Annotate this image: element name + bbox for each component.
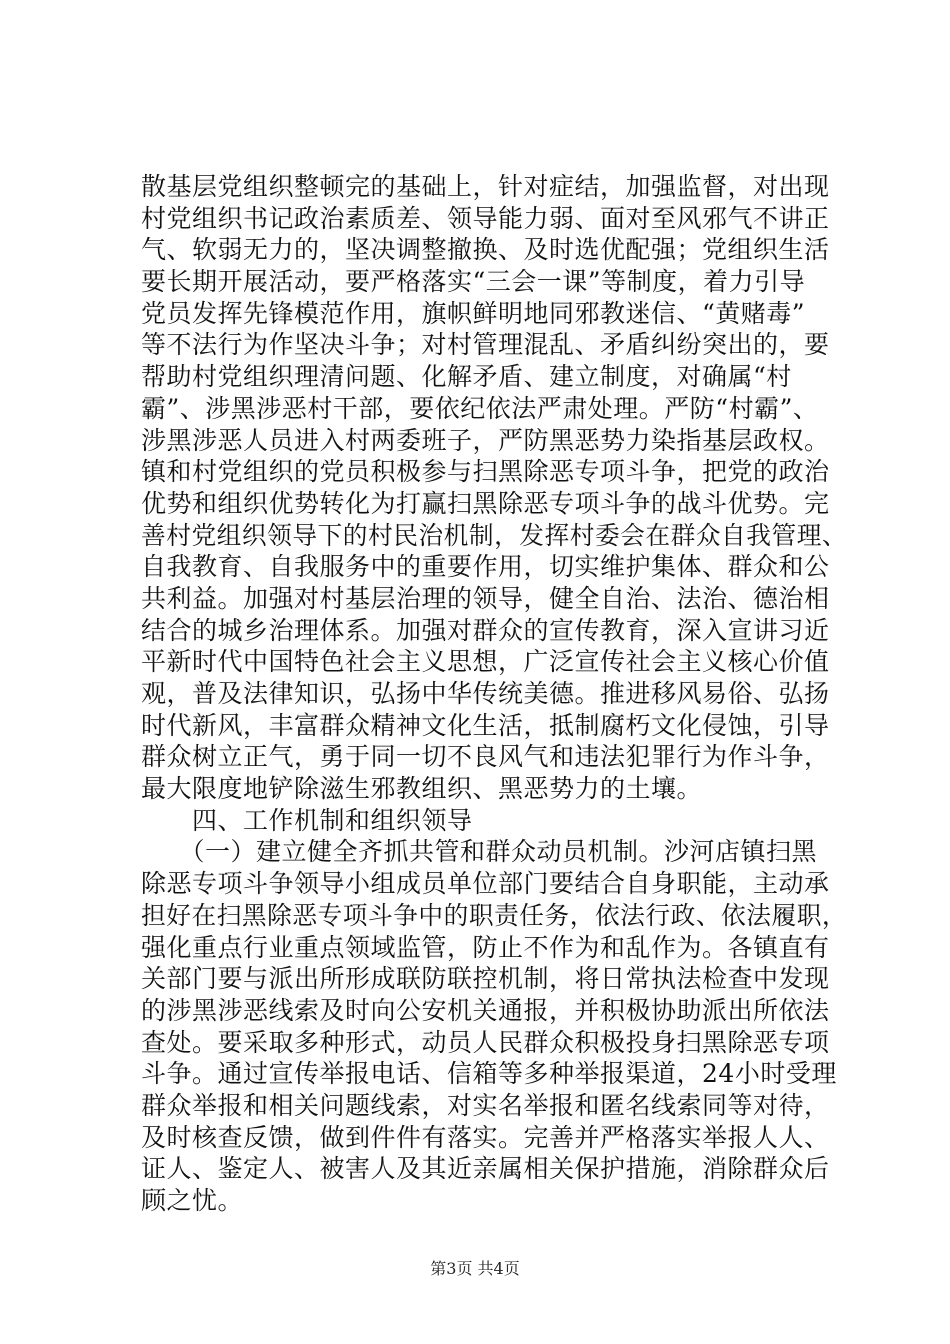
page-footer: 第3页 共4页: [430, 1259, 520, 1278]
text-line: 气、软弱无力的，坚决调整撤换、及时选优配强；党组织生活: [141, 235, 830, 265]
text-line: 除恶专项斗争领导小组成员单位部门要结合自身职能，主动承: [141, 869, 830, 899]
text-line: 散基层党组织整顿完的基础上，针对症结，加强监督，对出现: [141, 172, 830, 201]
text-line: 顾之忧。: [141, 1186, 244, 1215]
text-line: 最大限度地铲除滋生邪教组织、黑恶势力的土壤。: [141, 774, 703, 804]
text-line: 观，普及法律知识，弘扬中华传统美德。推进移风易俗、弘扬: [141, 679, 830, 708]
text-line: 证人、鉴定人、被害人及其近亲属相关保护措施，消除群众后: [141, 1154, 830, 1184]
text-line: 及时核查反馈，做到件件有落实。完善并严格落实举报人人、: [141, 1122, 830, 1152]
text-line: 的涉黑涉恶线索及时向公安机关通报，并积极协助派出所依法: [141, 995, 830, 1025]
text-line: 共利益。加强对村基层治理的领导，健全自治、法治、德治相: [141, 583, 830, 613]
text-line: 查处。要采取多种形式，动员人民群众积极投身扫黑除恶专项: [141, 1027, 830, 1057]
text-line: 党员发挥先锋模范作用，旗帜鲜明地同邪教迷信、“黄赌毒”: [141, 298, 806, 328]
text-line: 斗争。通过宣传举报电话、信箱等多种举报渠道，24小时受理: [141, 1059, 837, 1089]
text-line: 四、工作机制和组织领导: [141, 805, 473, 835]
text-line: 霸”、涉黑涉恶村干部，要依纪依法严肃处理。严防“村霸”、: [141, 393, 819, 423]
text-line: 自我教育、自我服务中的重要作用，切实维护集体、群众和公: [141, 552, 830, 582]
text-line: 涉黑涉恶人员进入村两委班子，严防黑恶势力染指基层政权。: [141, 425, 830, 455]
text-line: 帮助村党组织理清问题、化解矛盾、建立制度，对确属“村: [141, 362, 792, 392]
text-line: 担好在扫黑除恶专项斗争中的职责任务，依法行政、依法履职，: [141, 900, 848, 930]
body-text: [141, 171, 848, 1217]
text-line: 等不法行为作坚决斗争；对村管理混乱、矛盾纠纷突出的，要: [141, 330, 830, 360]
text-line: （一）建立健全齐抓共管和群众动员机制。沙河店镇扫黑: [141, 837, 818, 867]
text-line: 强化重点行业重点领域监管，防止不作为和乱作为。各镇直有: [141, 932, 830, 962]
text-line: 要长期开展活动，要严格落实“三会一课”等制度，着力引导: [141, 267, 806, 297]
text-line: 优势和组织优势转化为打赢扫黑除恶专项斗争的战斗优势。完: [141, 488, 830, 518]
text-line: 关部门要与派出所形成联防联控机制，将日常执法检查中发现: [141, 964, 830, 994]
text-line: 平新时代中国特色社会主义思想，广泛宣传社会主义核心价值: [141, 647, 830, 677]
text-line: 时代新风，丰富群众精神文化生活，抵制腐朽文化侵蚀，引导: [141, 710, 830, 740]
text-line: 镇和村党组织的党员积极参与扫黑除恶专项斗争，把党的政治: [141, 457, 830, 487]
text-line: 群众树立正气，勇于同一切不良风气和违法犯罪行为作斗争，: [141, 742, 830, 772]
text-line: 善村党组织领导下的村民治机制，发挥村委会在群众自我管理、: [141, 520, 848, 550]
text-line: 村党组织书记政治素质差、领导能力弱、面对至风邪气不讲正: [141, 203, 830, 233]
text-line: 群众举报和相关问题线索，对实名举报和匿名线索同等对待，: [141, 1090, 830, 1120]
text-line: 结合的城乡治理体系。加强对群众的宣传教育，深入宣讲习近: [141, 615, 830, 645]
